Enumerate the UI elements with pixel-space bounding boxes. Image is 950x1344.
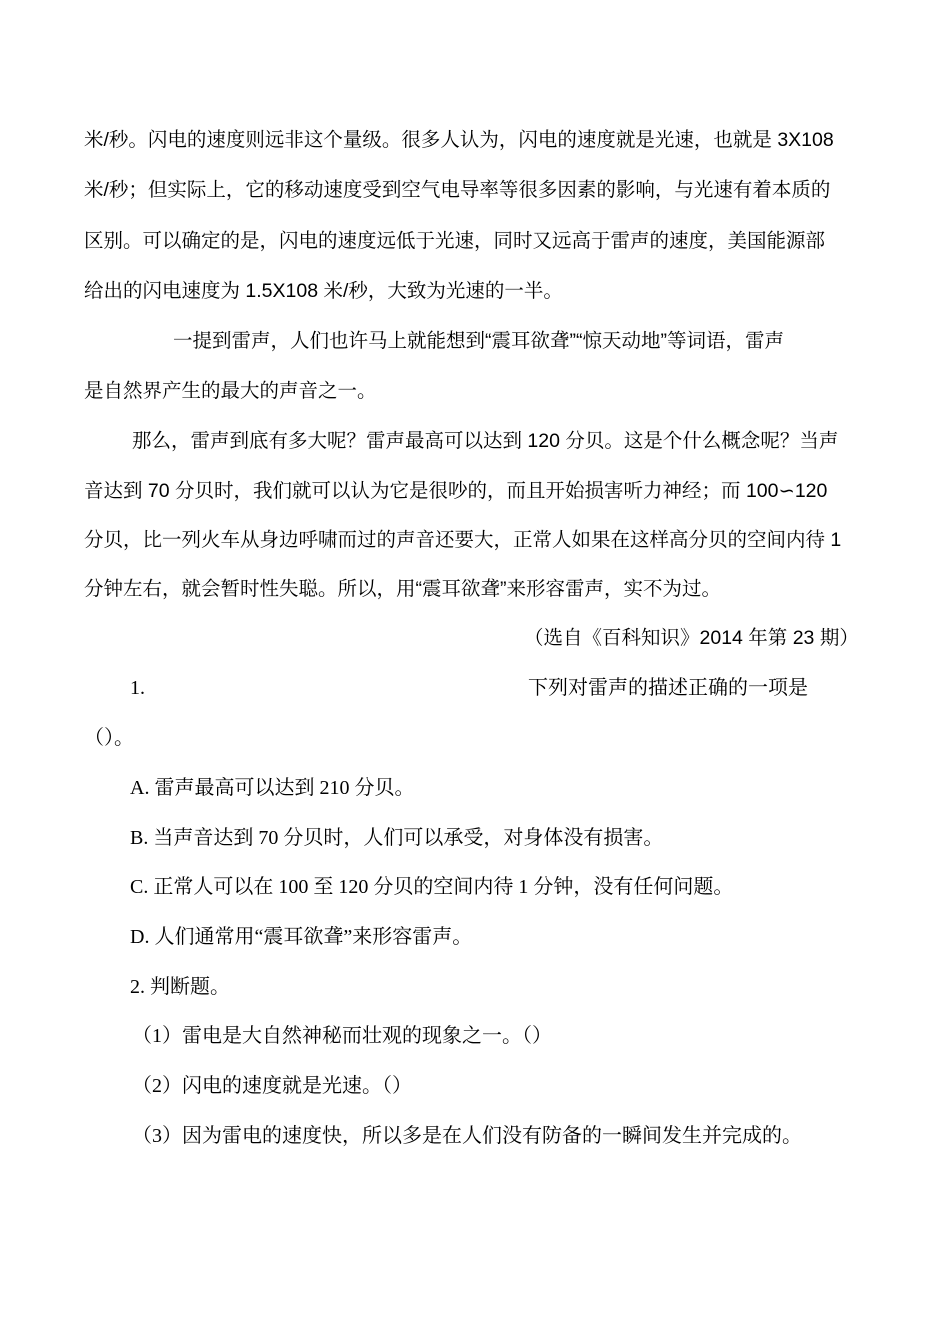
question-2-item-1: （1）雷电是大自然神秘而壮观的现象之一。（）: [132, 1025, 552, 1047]
question-1-number: 1.: [130, 677, 145, 699]
question-2-title: 2. 判断题。: [130, 976, 230, 998]
passage-p1-line-1: 米/秒。闪电的速度则远非这个量级。很多人认为，闪电的速度就是光速，也就是 3X108: [84, 129, 834, 151]
question-1-option-d: D. 人们通常用“震耳欲聋”来形容雷声。: [130, 926, 473, 948]
question-1-option-a: A. 雷声最高可以达到 210 分贝。: [130, 777, 415, 799]
passage-p2-line-2: 是自然界产生的最大的声音之一。: [84, 380, 377, 402]
question-1-stem: 下列对雷声的描述正确的一项是: [528, 677, 808, 699]
passage-p3-line-4: 分钟左右，就会暂时性失聪。所以，用“震耳欲聋”来形容雷声，实不为过。: [84, 578, 721, 600]
passage-p1-line-4: 给出的闪电速度为 1.5X108 米/秒，大致为光速的一半。: [84, 280, 563, 302]
passage-p1-line-3: 区别。可以确定的是，闪电的速度远低于光速，同时又远高于雷声的速度，美国能源部: [84, 230, 826, 252]
question-1-option-c: C. 正常人可以在 100 至 120 分贝的空间内待 1 分钟，没有任何问题。: [130, 876, 734, 898]
question-2-item-2: （2）闪电的速度就是光速。（）: [132, 1075, 412, 1097]
passage-source: （选自《百科知识》2014 年第 23 期）: [524, 627, 859, 649]
question-2-item-3: （3）因为雷电的速度快，所以多是在人们没有防备的一瞬间发生并完成的。: [132, 1125, 802, 1147]
question-1-blank: （）。: [84, 727, 134, 749]
question-1-option-b: B. 当声音达到 70 分贝时，人们可以承受，对身体没有损害。: [130, 827, 664, 849]
passage-p3-line-2: 音达到 70 分贝时，我们就可以认为它是很吵的，而且开始损害听力神经；而 100∽120: [84, 480, 828, 502]
passage-p3-line-3: 分贝，比一列火车从身边呼啸而过的声音还要大，正常人如果在这样高分贝的空间内待 1: [84, 529, 842, 551]
passage-p1-line-2: 米/秒；但实际上，它的移动速度受到空气电导率等很多因素的影响，与光速有着本质的: [84, 179, 831, 201]
passage-p3-line-1: 那么，雷声到底有多大呢？雷声最高可以达到 120 分贝。这是个什么概念呢？当声: [132, 430, 839, 452]
passage-p2-line-1: 一提到雷声，人们也许马上就能想到“震耳欲聋”“惊天动地”等词语，雷声: [173, 330, 784, 352]
